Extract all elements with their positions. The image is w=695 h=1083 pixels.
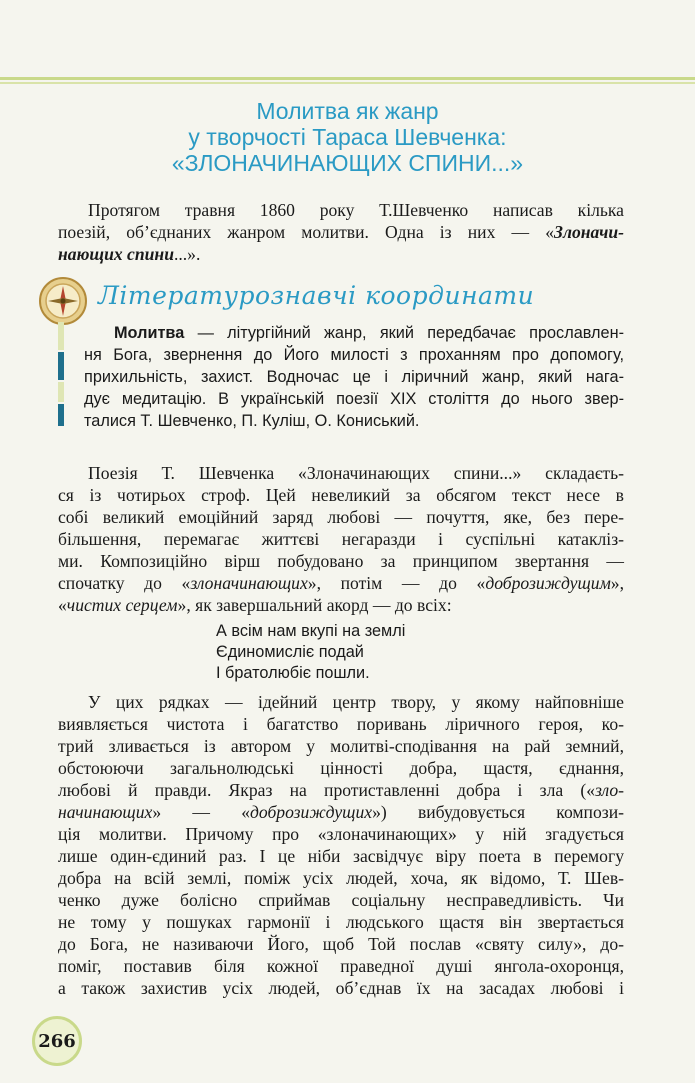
body-line: Поезія Т. Шевченка «Злоначинающих спини...» складаєть- xyxy=(88,463,624,483)
body-quote: чистих серцем xyxy=(66,595,178,615)
body-line: собі великий емоційний заряд любові — почуття, яке, без пере- xyxy=(58,507,624,527)
title-line-3: «ЗЛОНАЧИНАЮЩИХ СПИНИ...» xyxy=(171,150,524,176)
page-number: 266 xyxy=(32,1016,82,1066)
intro-title-ref: Злоначи- xyxy=(554,222,624,242)
intro-paragraph xyxy=(58,199,624,265)
definition-line: дує медитацію. В українській поезії XIX століття до нього звер- xyxy=(84,390,624,408)
poem-line: Єдиномисліє подай xyxy=(216,643,364,661)
definition-line: талися Т. Шевченко, П. Куліш, О. Кониський. xyxy=(84,412,420,430)
body-text: любові й правди. Якраз на протиставленні добра і зла (« xyxy=(58,780,596,800)
intro-title-ref: нающих спини xyxy=(58,244,174,264)
body-line xyxy=(58,594,624,616)
body-line: ченко дуже болісно сприймав соціальну несправедливість. Чи xyxy=(58,890,624,910)
title-line-2: у творчості Тараса Шевченка: xyxy=(188,124,507,150)
body-line xyxy=(58,572,624,594)
top-rule xyxy=(0,77,695,80)
definition-line: прихильність, захист. Водночас це і ліричний жанр, який нага- xyxy=(84,368,624,386)
body-line: обстоюючи загальнолюдські цінності добра, щастя, єднання, xyxy=(58,758,624,778)
compass-icon xyxy=(38,276,88,326)
intro-text: ...». xyxy=(173,244,201,264)
body-line: не тому у пошуках гармонії і людського щастя він звертається xyxy=(58,912,624,932)
body-line: ція молитви. Причому про «злоначинающих» у ній згадується xyxy=(58,824,624,844)
body-line: більшення, перемагає життєві негаразди і суспільні катаклiз- xyxy=(58,529,624,549)
body-line: лише один-єдиний раз. І це ніби засвідчує віру поета в перемогу xyxy=(58,846,624,866)
title-line-1: Молитва як жанр xyxy=(256,98,439,124)
body-line xyxy=(58,801,624,823)
body-quote: доброзиждущим xyxy=(485,573,611,593)
section-heading: Літературознавчі координати xyxy=(98,281,535,310)
body-line: виявляється чистота і багатство поривань ліричного героя, ко- xyxy=(58,714,624,734)
body-line: ся із чотирьох строф. Цей невеликий за обсягом текст несе в xyxy=(58,485,624,505)
body-quote: злоначинающих xyxy=(190,573,308,593)
body-text: », потім — до « xyxy=(307,573,486,593)
body-line: добра на всій землі, поміж усіх людей, хоча, як відомо, Т. Шев- xyxy=(58,868,624,888)
body-text: спочатку до « xyxy=(58,573,191,593)
definition-box xyxy=(84,322,624,432)
intro-line xyxy=(58,243,624,265)
intro-text: поезій, об’єднаних жанром молитви. Одна із них — « xyxy=(58,222,554,242)
body-quote: зло- xyxy=(595,780,624,800)
body-text: », xyxy=(610,573,624,593)
body-line: У цих рядках — ідейний центр твору, у якому найповніше xyxy=(88,692,624,712)
body-line: а також захистив усіх людей, об’єднав їх на засадах любові і xyxy=(58,978,624,998)
side-bar-dark xyxy=(58,352,64,380)
poem-quote xyxy=(216,621,405,684)
poem-line: А всім нам вкупі на землі xyxy=(216,622,406,640)
body-paragraph-1 xyxy=(58,462,624,616)
side-bar-light xyxy=(58,322,64,350)
definition-line xyxy=(84,322,624,344)
definition-line: ня Бога, звернення до Його милості з проханням про допомогу, xyxy=(84,346,624,364)
body-line: до Бога, не називаючи Його, щоб Той послав «святу силу», до- xyxy=(58,934,624,954)
body-quote: начинающих xyxy=(58,802,153,822)
definition-term: Молитва xyxy=(114,324,185,342)
poem-line: І братолюбіє пошли. xyxy=(216,664,370,682)
body-line: трий зливається із автором у молитві-сподівання на рай земний, xyxy=(58,736,624,756)
body-quote: доброзиждущих xyxy=(249,802,373,822)
body-line: поміг, поставив біля кожної праведної душі янгола-охоронця, xyxy=(58,956,624,976)
body-paragraph-2 xyxy=(58,691,624,999)
side-bar-dark xyxy=(58,404,64,426)
intro-line xyxy=(58,221,624,243)
side-bar-light xyxy=(58,382,64,402)
body-line: ми. Композиційно вірш побудовано за принципом звертання — xyxy=(58,551,624,571)
body-text: », як завершальний акорд — до всіх: xyxy=(177,595,452,615)
top-rule-thin xyxy=(0,82,695,84)
body-text: » — « xyxy=(152,802,250,822)
intro-line: Протягом травня 1860 року Т.Шевченко написав кілька xyxy=(88,200,624,220)
body-line xyxy=(58,779,624,801)
definition-text: — літургійний жанр, який передбачає прославлен- xyxy=(184,324,624,342)
body-text: ») вибудовується компози- xyxy=(372,802,624,822)
body-text: « xyxy=(58,595,67,615)
page-title xyxy=(0,98,695,176)
